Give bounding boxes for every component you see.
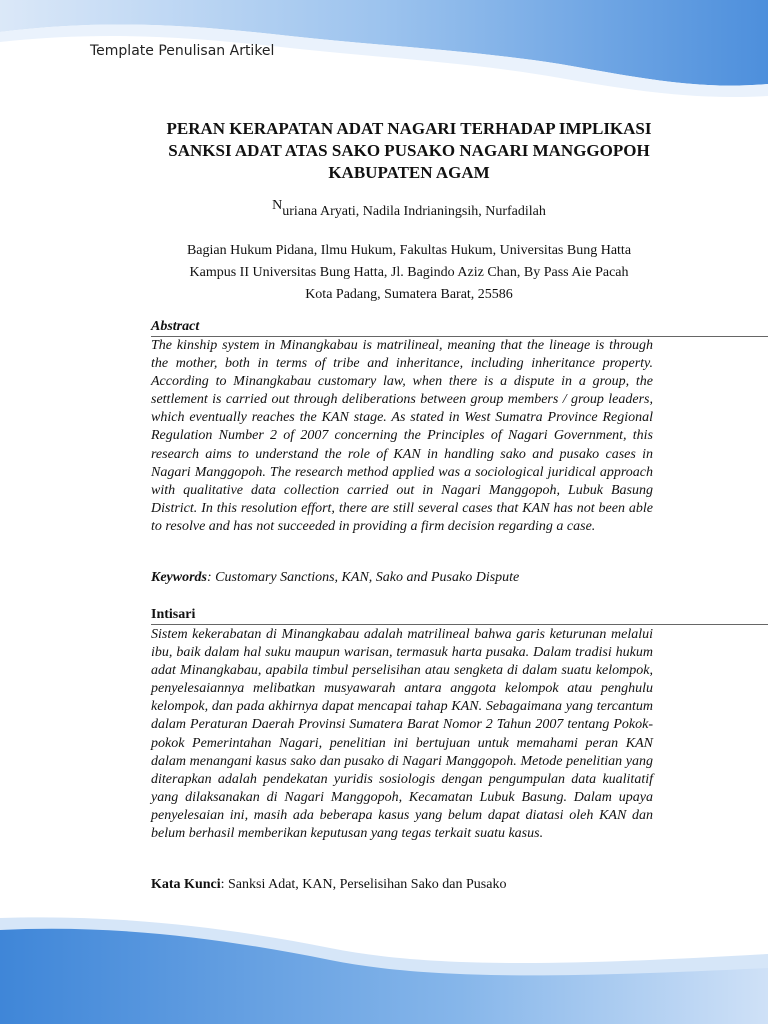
kata-kunci-label: Kata Kunci — [151, 877, 221, 892]
bottom-wave-decoration — [0, 914, 768, 1024]
kata-kunci-text: : Sanksi Adat, KAN, Perselisihan Sako dan Pusako — [220, 877, 507, 892]
intisari-keywords — [151, 877, 506, 893]
author-initial: N — [272, 198, 283, 213]
title-line: PERAN KERAPATAN ADAT NAGARI TERHADAP IMPLIKASI — [166, 119, 652, 138]
abstract-heading: Abstract — [151, 318, 768, 337]
intisari-body: Sistem kekerabatan di Minangkabau adalah matrilineal bahwa garis keturunan melalui ibu, baik dalam hal suku maupun warisan, termasuk harta pusaka. Dalam tradisi hukum adat Minangkabau, apabila timbul perselisihan atau sengketa di dalam suatu kelompok, penyelesaiannya melibatkan musyawarah antara anggota kelompok atau penghulu kelompok, dan pada akhirnya dapat mencapai tahap KAN. Sebagaimana yang tercantum dalam Peraturan Daerah Provinsi Sumatera Barat Nomor 2 Tahun 2007 tentang Pokok-pokok Pemerintahan Nagari, penelitian ini bertujuan untuk memahami peran KAN dalam menangani kasus sako dan pusako di Nagari Manggopoh. Metode penelitian yang diterapkan adalah pendekatan yuridis sosiologis dengan pengumpulan data kualitatif yang dilaksanakan di Nagari Manggopoh, Kecamatan Lubuk Basung. Dalam upaya penyelesaian ini, masih ada beberapa kasus yang belum dapat diatasi oleh KAN dan belum berhasil memberikan keputusan yang tegas terkait suatu kasus. — [151, 627, 653, 842]
affiliation-line: Kampus II Universitas Bung Hatta, Jl. Bagindo Aziz Chan, By Pass Aie Pacah — [189, 265, 629, 280]
affiliation-line: Bagian Hukum Pidana, Ilmu Hukum, Fakultas Hukum, Universitas Bung Hatta — [186, 243, 632, 258]
abstract-keywords — [151, 570, 519, 586]
keywords-text: : Customary Sanctions, KAN, Sako and Pusako Dispute — [207, 570, 520, 585]
author-names: uriana Aryati, Nadila Indrianingsih, Nurfadilah — [282, 204, 546, 219]
title-line: SANKSI ADAT ATAS SAKO PUSAKO NAGARI MANGGOPOH — [168, 141, 650, 160]
keywords-label: Keywords — [151, 570, 207, 585]
running-header: Template Penulisan Artikel — [90, 43, 275, 59]
paper-title — [130, 118, 688, 184]
affiliation-line: Kota Padang, Sumatera Barat, 25586 — [305, 287, 513, 302]
top-wave-decoration — [0, 0, 768, 130]
title-line: KABUPATEN AGAM — [328, 163, 490, 182]
affiliation — [130, 240, 688, 306]
intisari-heading: Intisari — [151, 606, 768, 625]
author-list — [130, 198, 688, 220]
abstract-body: The kinship system in Minangkabau is matrilineal, meaning that the lineage is through the mother, both in terms of tribe and inheritance, including inheritance property. According to Minangkabau customary law, when there is a dispute in a group, the settlement is carried out through deliberations between group members / group leaders, which eventually reaches the KAN stage. As stated in West Sumatra Province Regional Regulation Number 2 of 2007 concerning the Principles of Nagari Government, this research aims to understand the role of KAN in handling sako and pusako cases in Nagari Manggopoh. The research method applied was a sociological juridical approach with qualitative data collection carried out in Nagari Manggopoh, Lubuk Basung District. In this resolution effort, there are still several cases that KAN has not been able to resolve and has not succeeded in providing a firm decision regarding a case. — [151, 338, 653, 534]
